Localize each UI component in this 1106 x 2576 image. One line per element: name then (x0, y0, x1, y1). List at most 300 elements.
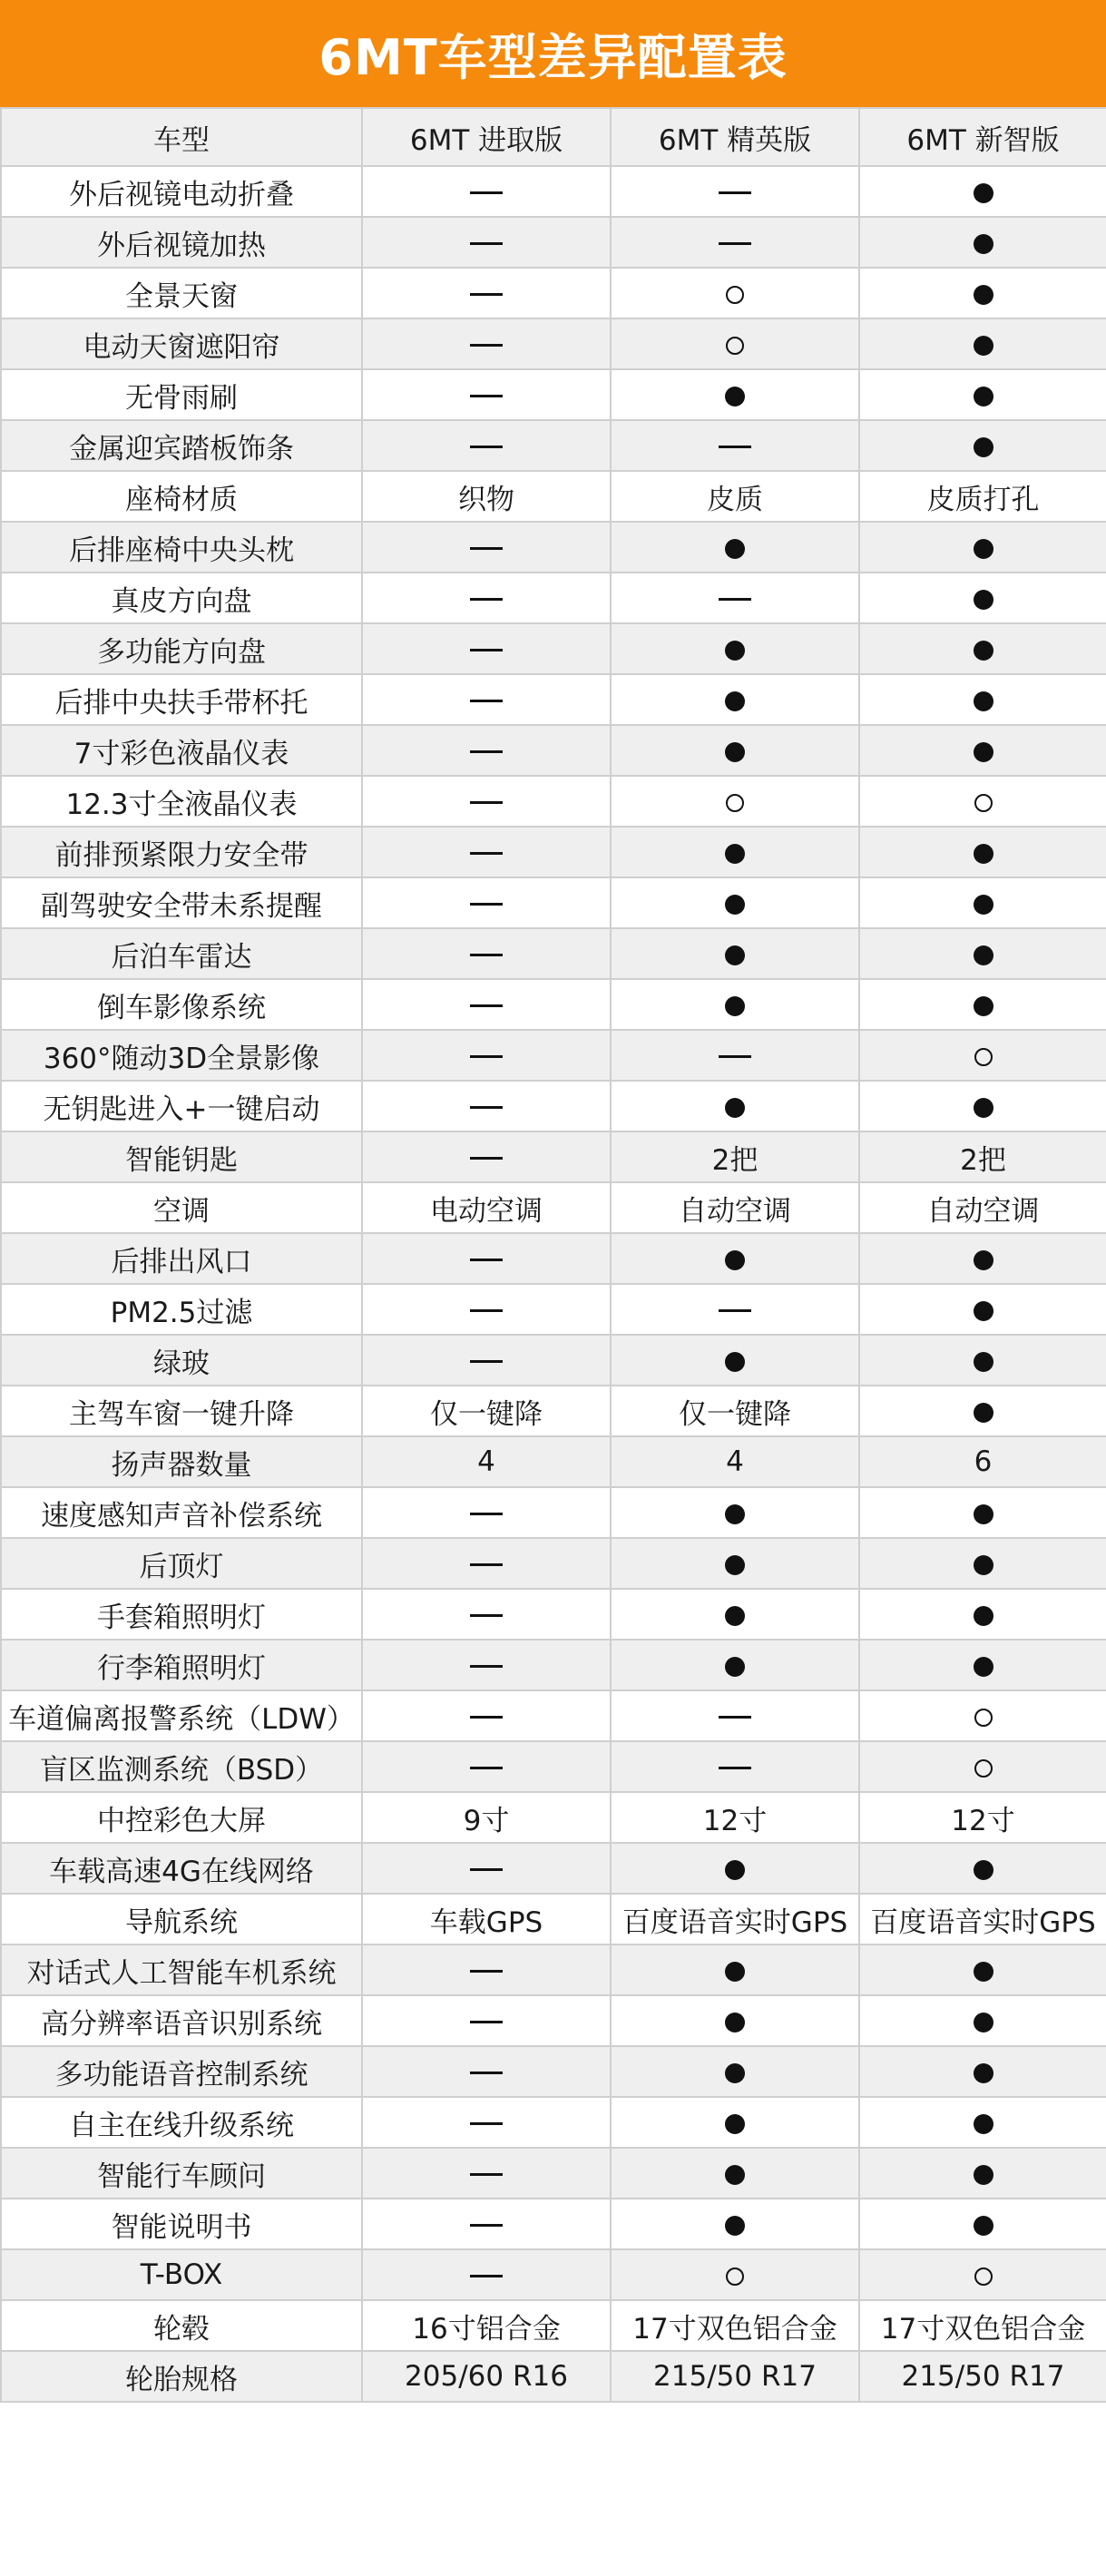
dash-icon (470, 801, 503, 804)
not-available-cell (362, 725, 611, 776)
filled-circle-icon (974, 691, 993, 711)
not-available-cell (362, 1030, 611, 1081)
dash-icon (470, 446, 503, 448)
dash-icon (470, 1868, 503, 1871)
table-row (1, 1995, 1106, 2046)
not-available-cell (611, 1690, 859, 1741)
feature-label: 电动天窗遮阳帘 (1, 318, 362, 369)
standard-cell (859, 1843, 1106, 1894)
not-available-cell (362, 420, 611, 471)
table-row (1, 522, 1106, 573)
filled-circle-icon (974, 2216, 993, 2236)
not-available-cell (362, 318, 611, 369)
table-row (1, 1335, 1106, 1386)
dash-icon (470, 1665, 503, 1668)
spec-value: 215/50 R17 (611, 2351, 859, 2402)
dash-icon (470, 700, 503, 702)
not-available-cell (611, 420, 859, 471)
not-available-cell (362, 1640, 611, 1690)
hollow-circle-icon (974, 1709, 993, 1727)
spec-value: 2把 (859, 1131, 1106, 1182)
feature-label: 金属迎宾踏板饰条 (1, 420, 362, 471)
standard-cell (859, 522, 1106, 573)
table-row (1, 217, 1106, 268)
table-row (1, 2097, 1106, 2148)
not-available-cell (362, 2249, 611, 2300)
table-row (1, 318, 1106, 369)
standard-cell (859, 1640, 1106, 1690)
standard-cell (859, 1589, 1106, 1640)
feature-label: 车载高速4G在线网络 (1, 1843, 362, 1894)
column-header: 车型 (1, 108, 362, 166)
table-row (1, 2351, 1106, 2402)
hollow-circle-icon (726, 2267, 744, 2286)
dash-icon (470, 242, 503, 245)
table-row (1, 1843, 1106, 1894)
table-row (1, 420, 1106, 471)
not-available-cell (362, 2097, 611, 2148)
standard-cell (611, 369, 859, 420)
not-available-cell (362, 827, 611, 877)
spec-value: 9寸 (362, 1792, 611, 1843)
standard-cell (611, 725, 859, 776)
not-available-cell (362, 2199, 611, 2249)
dash-icon (470, 649, 503, 651)
filled-circle-icon (725, 1555, 745, 1575)
not-available-cell (362, 1081, 611, 1131)
dash-icon (470, 1157, 503, 1160)
filled-circle-icon (725, 895, 745, 915)
standard-cell (611, 1589, 859, 1640)
spec-value: 仅一键降 (362, 1386, 611, 1436)
filled-circle-icon (974, 285, 993, 305)
dash-icon (719, 191, 751, 194)
table-row (1, 674, 1106, 725)
dash-icon (470, 1970, 503, 1973)
dash-icon (470, 395, 503, 397)
filled-circle-icon (725, 2114, 745, 2134)
filled-circle-icon (974, 844, 993, 864)
feature-label: 空调 (1, 1182, 362, 1233)
feature-label: PM2.5过滤 (1, 1284, 362, 1335)
dash-icon (470, 547, 503, 550)
filled-circle-icon (725, 1606, 745, 1626)
filled-circle-icon (974, 590, 993, 610)
standard-cell (859, 166, 1106, 217)
table-row (1, 1436, 1106, 1487)
hollow-circle-icon (974, 794, 993, 812)
standard-cell (859, 1386, 1106, 1436)
not-available-cell (362, 928, 611, 979)
hollow-circle-icon (974, 1048, 993, 1066)
dash-icon (470, 1614, 503, 1617)
feature-label: 智能说明书 (1, 2199, 362, 2249)
filled-circle-icon (974, 234, 993, 254)
feature-label: 后排座椅中央头枕 (1, 522, 362, 573)
standard-cell (859, 318, 1106, 369)
feature-label: 速度感知声音补偿系统 (1, 1487, 362, 1538)
spec-value: 215/50 R17 (859, 2351, 1106, 2402)
table-row (1, 1284, 1106, 1335)
feature-label: 绿玻 (1, 1335, 362, 1386)
filled-circle-icon (974, 1352, 993, 1372)
filled-circle-icon (974, 1860, 993, 1880)
feature-label: 导航系统 (1, 1894, 362, 1944)
hollow-circle-icon (726, 794, 744, 812)
table-row (1, 979, 1106, 1030)
not-available-cell (362, 268, 611, 318)
optional-cell (859, 1741, 1106, 1792)
spec-value: 12寸 (859, 1792, 1106, 1843)
table-row (1, 2046, 1106, 2097)
table-row (1, 725, 1106, 776)
standard-cell (859, 1081, 1106, 1131)
table-row (1, 1690, 1106, 1741)
dash-icon (470, 191, 503, 194)
standard-cell (859, 1944, 1106, 1995)
filled-circle-icon (974, 1301, 993, 1321)
standard-cell (859, 573, 1106, 623)
filled-circle-icon (725, 1962, 745, 1982)
filled-circle-icon (725, 1504, 745, 1524)
filled-circle-icon (974, 945, 993, 965)
page-title: 6MT车型差异配置表 (0, 0, 1106, 107)
feature-label: 自主在线升级系统 (1, 2097, 362, 2148)
spec-value: 车载GPS (362, 1894, 611, 1944)
standard-cell (859, 674, 1106, 725)
optional-cell (859, 1030, 1106, 1081)
standard-cell (611, 2046, 859, 2097)
table-row (1, 1030, 1106, 1081)
standard-cell (611, 827, 859, 877)
standard-cell (859, 2046, 1106, 2097)
not-available-cell (362, 1589, 611, 1640)
optional-cell (611, 318, 859, 369)
spec-value: 百度语音实时GPS (611, 1894, 859, 1944)
filled-circle-icon (974, 539, 993, 559)
spec-value: 17寸双色铝合金 (611, 2300, 859, 2351)
dash-icon (719, 446, 751, 448)
standard-cell (611, 623, 859, 674)
not-available-cell (362, 623, 611, 674)
dash-icon (470, 1716, 503, 1719)
standard-cell (859, 928, 1106, 979)
not-available-cell (362, 1741, 611, 1792)
table-row (1, 2148, 1106, 2199)
standard-cell (859, 725, 1106, 776)
optional-cell (859, 1690, 1106, 1741)
feature-label: 智能钥匙 (1, 1131, 362, 1182)
dash-icon (470, 1767, 503, 1769)
table-row (1, 1589, 1106, 1640)
filled-circle-icon (974, 1606, 993, 1626)
dash-icon (470, 293, 503, 296)
table-row (1, 1182, 1106, 1233)
spec-value: 6 (859, 1436, 1106, 1487)
feature-label: 智能行车顾问 (1, 2148, 362, 2199)
table-row (1, 877, 1106, 928)
standard-cell (611, 877, 859, 928)
standard-cell (859, 2097, 1106, 2148)
dash-icon (719, 242, 751, 245)
feature-label: 无骨雨刷 (1, 369, 362, 420)
filled-circle-icon (974, 641, 993, 661)
standard-cell (859, 1335, 1106, 1386)
dash-icon (470, 2021, 503, 2023)
table-row (1, 1944, 1106, 1995)
feature-label: 车道偏离报警系统（LDW） (1, 1690, 362, 1741)
filled-circle-icon (974, 996, 993, 1016)
filled-circle-icon (725, 2063, 745, 2083)
spec-value: 自动空调 (611, 1182, 859, 1233)
dash-icon (470, 1360, 503, 1363)
standard-cell (611, 979, 859, 1030)
spec-value: 仅一键降 (611, 1386, 859, 1436)
table-row (1, 573, 1106, 623)
filled-circle-icon (725, 1657, 745, 1677)
not-available-cell (362, 1487, 611, 1538)
feature-label: 后排中央扶手带杯托 (1, 674, 362, 725)
feature-label: 12.3寸全液晶仪表 (1, 776, 362, 827)
spec-value: 17寸双色铝合金 (859, 2300, 1106, 2351)
optional-cell (859, 2249, 1106, 2300)
standard-cell (611, 2097, 859, 2148)
not-available-cell (362, 1538, 611, 1589)
filled-circle-icon (974, 437, 993, 457)
filled-circle-icon (725, 2165, 745, 2185)
not-available-cell (611, 573, 859, 623)
spec-value: 4 (362, 1436, 611, 1487)
not-available-cell (362, 1944, 611, 1995)
filled-circle-icon (974, 742, 993, 762)
not-available-cell (611, 1741, 859, 1792)
feature-label: 全景天窗 (1, 268, 362, 318)
filled-circle-icon (974, 2013, 993, 2032)
column-header: 6MT 精英版 (611, 108, 859, 166)
not-available-cell (362, 1131, 611, 1182)
filled-circle-icon (974, 336, 993, 356)
filled-circle-icon (974, 183, 993, 203)
standard-cell (859, 623, 1106, 674)
dash-icon (470, 1055, 503, 1058)
dash-icon (470, 1309, 503, 1312)
not-available-cell (362, 1335, 611, 1386)
filled-circle-icon (974, 2165, 993, 2185)
not-available-cell (362, 217, 611, 268)
table-row (1, 166, 1106, 217)
table-row (1, 1233, 1106, 1284)
feature-label: 轮毂 (1, 2300, 362, 2351)
dash-icon (470, 2224, 503, 2227)
feature-label: 对话式人工智能车机系统 (1, 1944, 362, 1995)
spec-value: 皮质 (611, 471, 859, 522)
feature-label: 座椅材质 (1, 471, 362, 522)
standard-cell (611, 1335, 859, 1386)
not-available-cell (362, 877, 611, 928)
filled-circle-icon (725, 1098, 745, 1118)
filled-circle-icon (974, 2114, 993, 2134)
hollow-circle-icon (974, 2267, 993, 2286)
spec-value: 织物 (362, 471, 611, 522)
hollow-circle-icon (974, 1759, 993, 1778)
not-available-cell (611, 1284, 859, 1335)
filled-circle-icon (725, 844, 745, 864)
dash-icon (470, 1513, 503, 1515)
spec-value: 12寸 (611, 1792, 859, 1843)
standard-cell (859, 420, 1106, 471)
feature-label: 主驾车窗一键升降 (1, 1386, 362, 1436)
table-row (1, 268, 1106, 318)
optional-cell (611, 268, 859, 318)
feature-label: 真皮方向盘 (1, 573, 362, 623)
filled-circle-icon (725, 996, 745, 1016)
spec-value: 百度语音实时GPS (859, 1894, 1106, 1944)
filled-circle-icon (974, 1098, 993, 1118)
not-available-cell (362, 979, 611, 1030)
filled-circle-icon (725, 539, 745, 559)
feature-label: 后顶灯 (1, 1538, 362, 1589)
table-row (1, 2249, 1106, 2300)
standard-cell (859, 877, 1106, 928)
feature-label: 多功能语音控制系统 (1, 2046, 362, 2097)
feature-label: 前排预紧限力安全带 (1, 827, 362, 877)
not-available-cell (611, 217, 859, 268)
dash-icon (470, 750, 503, 753)
dash-icon (470, 344, 503, 347)
filled-circle-icon (725, 1250, 745, 1270)
standard-cell (611, 1233, 859, 1284)
feature-label: 手套箱照明灯 (1, 1589, 362, 1640)
standard-cell (859, 2148, 1106, 2199)
filled-circle-icon (974, 2063, 993, 2083)
table-row (1, 2199, 1106, 2249)
dash-icon (470, 1563, 503, 1566)
optional-cell (611, 2249, 859, 2300)
feature-label: 行李箱照明灯 (1, 1640, 362, 1690)
table-row (1, 1741, 1106, 1792)
standard-cell (859, 979, 1106, 1030)
not-available-cell (362, 573, 611, 623)
dash-icon (470, 903, 503, 906)
standard-cell (859, 1233, 1106, 1284)
hollow-circle-icon (726, 286, 744, 304)
spec-value: 电动空调 (362, 1182, 611, 1233)
spec-value: 皮质打孔 (859, 471, 1106, 522)
standard-cell (859, 1284, 1106, 1335)
table-row (1, 623, 1106, 674)
filled-circle-icon (725, 387, 745, 406)
standard-cell (611, 1944, 859, 1995)
optional-cell (611, 776, 859, 827)
feature-label: 扬声器数量 (1, 1436, 362, 1487)
filled-circle-icon (725, 945, 745, 965)
standard-cell (611, 1995, 859, 2046)
not-available-cell (362, 369, 611, 420)
not-available-cell (362, 2148, 611, 2199)
filled-circle-icon (974, 1555, 993, 1575)
feature-label: 盲区监测系统（BSD） (1, 1741, 362, 1792)
table-row (1, 1792, 1106, 1843)
spec-value: 2把 (611, 1131, 859, 1182)
standard-cell (859, 369, 1106, 420)
filled-circle-icon (725, 641, 745, 661)
filled-circle-icon (725, 742, 745, 762)
feature-label: 多功能方向盘 (1, 623, 362, 674)
dash-icon (470, 954, 503, 956)
dash-icon (470, 2122, 503, 2125)
table-row (1, 1386, 1106, 1436)
standard-cell (859, 1487, 1106, 1538)
not-available-cell (362, 1995, 611, 2046)
table-row (1, 369, 1106, 420)
not-available-cell (362, 674, 611, 725)
table-row (1, 1640, 1106, 1690)
standard-cell (611, 674, 859, 725)
feature-label: 后排出风口 (1, 1233, 362, 1284)
table-row (1, 776, 1106, 827)
not-available-cell (611, 166, 859, 217)
dash-icon (719, 1716, 751, 1719)
dash-icon (470, 852, 503, 855)
table-row (1, 471, 1106, 522)
hollow-circle-icon (726, 337, 744, 355)
dash-icon (719, 1055, 751, 1058)
dash-icon (470, 2072, 503, 2074)
filled-circle-icon (974, 1657, 993, 1677)
spec-value: 16寸铝合金 (362, 2300, 611, 2351)
filled-circle-icon (725, 2013, 745, 2032)
standard-cell (611, 1487, 859, 1538)
dash-icon (719, 1309, 751, 1312)
dash-icon (470, 1259, 503, 1261)
table-row (1, 1131, 1106, 1182)
standard-cell (859, 1995, 1106, 2046)
optional-cell (859, 776, 1106, 827)
filled-circle-icon (725, 1860, 745, 1880)
standard-cell (611, 1538, 859, 1589)
dash-icon (470, 1106, 503, 1109)
filled-circle-icon (974, 1962, 993, 1982)
feature-label: 后泊车雷达 (1, 928, 362, 979)
standard-cell (611, 2199, 859, 2249)
filled-circle-icon (725, 1352, 745, 1372)
feature-label: T-BOX (1, 2249, 362, 2300)
filled-circle-icon (725, 2216, 745, 2236)
standard-cell (611, 522, 859, 573)
standard-cell (859, 2199, 1106, 2249)
table-header-row (1, 108, 1106, 166)
dash-icon (470, 598, 503, 601)
standard-cell (859, 827, 1106, 877)
filled-circle-icon (974, 387, 993, 406)
dash-icon (719, 1767, 751, 1769)
not-available-cell (362, 2046, 611, 2097)
filled-circle-icon (974, 1250, 993, 1270)
feature-label: 倒车影像系统 (1, 979, 362, 1030)
not-available-cell (362, 1690, 611, 1741)
standard-cell (611, 928, 859, 979)
table-row (1, 928, 1106, 979)
not-available-cell (362, 1843, 611, 1894)
feature-label: 7寸彩色液晶仪表 (1, 725, 362, 776)
table-row (1, 827, 1106, 877)
filled-circle-icon (725, 691, 745, 711)
standard-cell (611, 1081, 859, 1131)
table-row (1, 1538, 1106, 1589)
standard-cell (611, 1640, 859, 1690)
dash-icon (470, 1004, 503, 1007)
feature-label: 中控彩色大屏 (1, 1792, 362, 1843)
